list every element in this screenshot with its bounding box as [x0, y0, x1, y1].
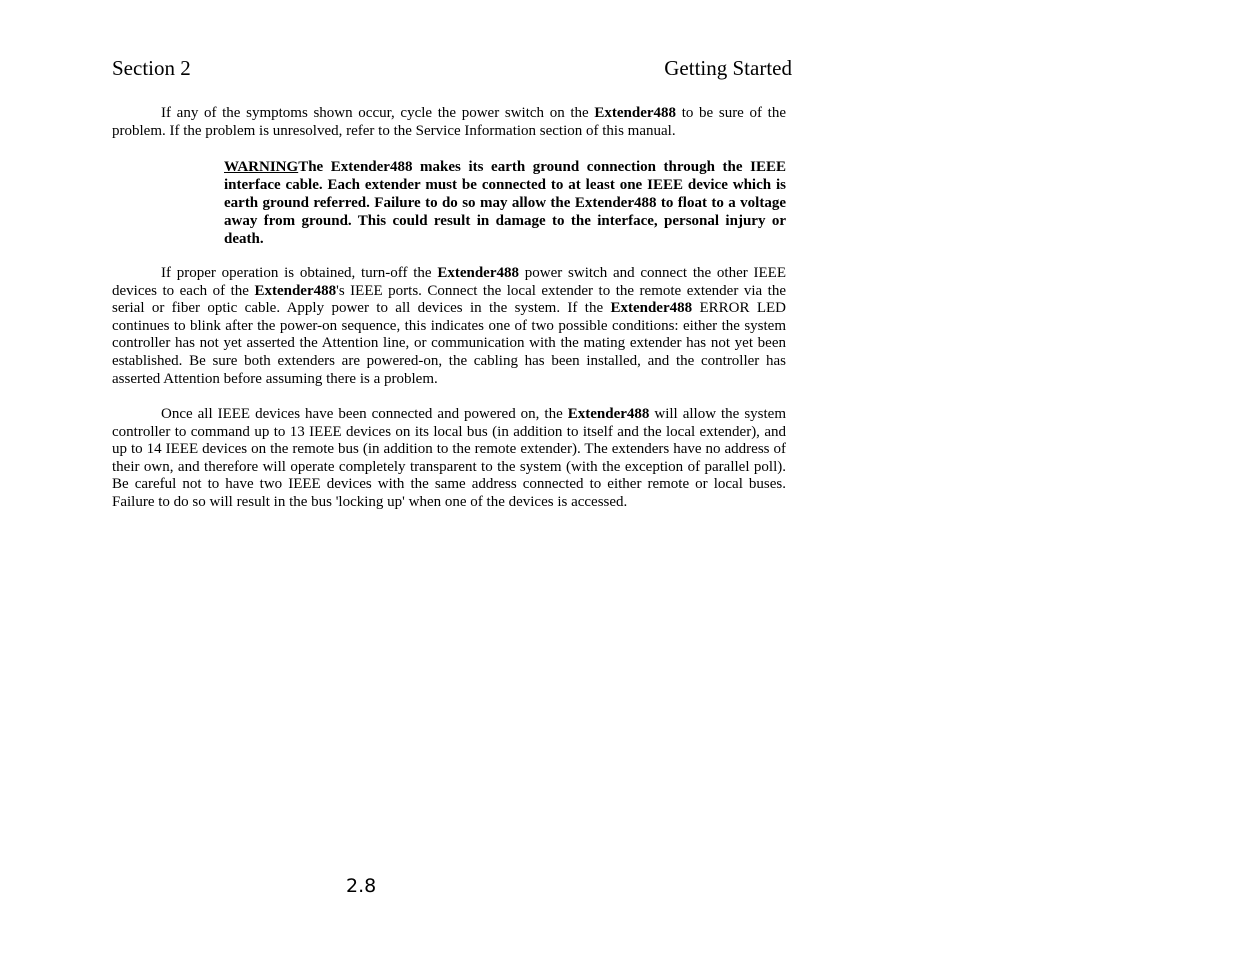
- paragraph-text: Once all IEEE devices have been connected and powered on, the: [161, 406, 568, 422]
- paragraph-symptoms: [112, 105, 786, 140]
- paragraph-text: 's IEEE ports. Connect the local extender to the remote extender via the serial or fiber optic cable. Apply power to all devices in the system. If the: [112, 282, 786, 317]
- paragraph-devices-connected: [112, 406, 786, 512]
- warning-label: WARNING: [224, 159, 299, 175]
- paragraph-text: power switch and connect the other IEEE devices to each of the: [112, 265, 786, 299]
- product-name: Extender488: [437, 265, 519, 281]
- product-name: Extender488: [567, 406, 650, 422]
- paragraph-text: to be sure of the problem. If the problem is unresolved, refer to the Service Information section of this manual.: [112, 105, 786, 139]
- product-name: Extender488: [594, 105, 677, 121]
- paragraph-text: If any of the symptoms shown occur, cycle the power switch on the: [161, 105, 595, 121]
- warning-text: The Extender488 makes its earth ground connection through the IEEE interface cable. Each extender must be connected to at least one IEEE device which is earth ground referred. Failure to do so may allow the Extender488 to float to a voltage away from ground. This could result in damage to the interface, personal injury or death.: [224, 159, 786, 247]
- paragraph-text: will allow the system controller to command up to 13 IEEE devices on its local bus (in addition to itself and the local extender), and up to 14 IEEE devices on the remote bus (in addition to the remote extender). The extenders have no address of their own, and therefore will operate completely transparent to the system (with the exception of parallel poll). Be careful not to have two IEEE devices with the same address connected to either remote or local buses. Failure to do so will result in the bus 'locking up' when one of the devices is accessed.: [112, 406, 786, 510]
- paragraph-proper-operation: [112, 265, 786, 388]
- warning-block: [224, 158, 786, 248]
- section-label: Section 2: [112, 56, 191, 80]
- product-name: Extender488: [610, 300, 693, 317]
- page-number: 2.8: [346, 875, 377, 897]
- chapter-title: Getting Started: [664, 56, 792, 80]
- product-name: Extender488: [254, 282, 337, 299]
- paragraph-text: If proper operation is obtained, turn-off the: [161, 265, 438, 281]
- paragraph-text: ERROR LED continues to blink after the power-on sequence, this indicates one of two possible conditions: either the system controller has not yet asserted the Attention line, or communication with the mating extender has not yet been established. Be sure both extenders are powered-on, the cabling has been installed, and the controller has asserted Attention before assuming there is a problem.: [112, 300, 786, 387]
